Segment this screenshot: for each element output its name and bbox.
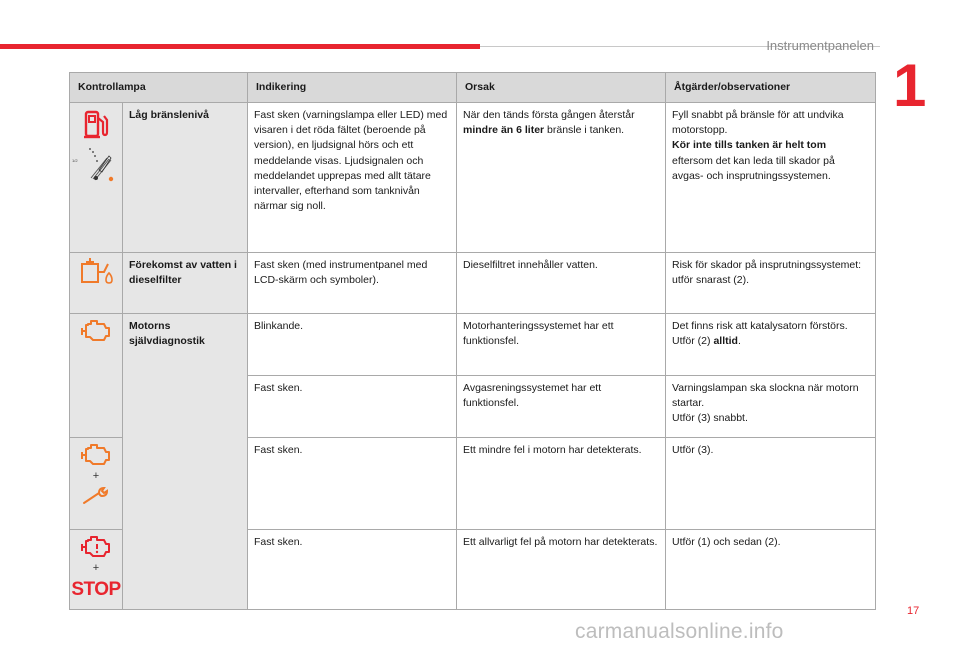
- column-header: Indikering: [248, 73, 457, 103]
- watermark: carmanualsonline.info: [575, 620, 784, 643]
- header-accent-bar: [0, 44, 480, 49]
- diesel-filter-water-icon: [78, 258, 114, 286]
- plus-sign: +: [92, 470, 100, 482]
- cause-cell: Avgasreningssystemet har ett funktionsfel.: [457, 376, 666, 438]
- engine-check-icon: [80, 535, 112, 559]
- svg-text:1/2: 1/2: [72, 158, 78, 163]
- column-header: Kontrollampa: [70, 73, 248, 103]
- indication-cell: Fast sken.: [248, 530, 457, 610]
- lamp-name: Motorns självdiagnostik: [123, 314, 248, 610]
- lamp-name: Förekomst av vatten i dieselfilter: [123, 253, 248, 314]
- action-cell: Fyll snabbt på bränsle för att undvika motorstopp. Kör inte tills tanken är helt tom eftersom det kan leda till skador på avgas- och insprutningssystemen.: [666, 103, 876, 253]
- table-header-row: [70, 73, 876, 103]
- cause-cell: Ett mindre fel i motorn har detekterats.: [457, 438, 666, 530]
- indication-cell: Fast sken (med instrumentpanel med LCD-skärm och symboler).: [248, 253, 457, 314]
- action-cell: Varningslampan ska slockna när motorn startar. Utför (3) snabbt.: [666, 376, 876, 438]
- cause-cell: Motorhanteringssystemet har ett funktionsfel.: [457, 314, 666, 376]
- table-row: [70, 103, 876, 253]
- action-cell: Utför (1) och sedan (2).: [666, 530, 876, 610]
- cause-cell: Ett allvarligt fel på motorn har detekterats.: [457, 530, 666, 610]
- icon-cell: [70, 253, 123, 314]
- chapter-number: 1: [893, 52, 927, 119]
- cause-cell: När den tänds första gången återstår mindre än 6 liter bränsle i tanken.: [457, 103, 666, 253]
- icon-cell: [70, 530, 123, 610]
- lamp-name: Låg bränslenivå: [123, 103, 248, 253]
- wrench-icon: [81, 486, 111, 506]
- indication-cell: Fast sken.: [248, 376, 457, 438]
- fuel-gauge-icon: [71, 144, 121, 184]
- table-row: [70, 253, 876, 314]
- stop-icon: [71, 578, 121, 600]
- warning-lamp-table: [69, 72, 876, 610]
- column-header: Åtgärder/observationer: [666, 73, 876, 103]
- engine-check-icon: [80, 319, 112, 343]
- icon-cell: [70, 103, 123, 253]
- action-cell: Risk för skador på insprutningssystemet: utför snarast (2).: [666, 253, 876, 314]
- fuel-pump-icon: [82, 108, 110, 140]
- page-number: 17: [907, 605, 920, 617]
- action-cell: Utför (3).: [666, 438, 876, 530]
- icon-cell: [70, 438, 123, 530]
- cause-cell: Dieselfiltret innehåller vatten.: [457, 253, 666, 314]
- icon-cell: [70, 314, 123, 438]
- section-title: Instrumentpanelen: [766, 38, 874, 53]
- svg-text:STOP: STOP: [71, 579, 121, 600]
- indication-cell: Blinkande.: [248, 314, 457, 376]
- action-cell: Det finns risk att katalysatorn förstörs. Utför (2) alltid.: [666, 314, 876, 376]
- engine-check-icon: [80, 443, 112, 467]
- column-header: Orsak: [457, 73, 666, 103]
- indication-cell: Fast sken.: [248, 438, 457, 530]
- table-row: [70, 314, 876, 376]
- indication-cell: Fast sken (varningslampa eller LED) med visaren i det röda fältet (beroende på version), en ljudsignal hörs och ett meddelande visas. Ljudsignalen och meddelandet upprepas med allt tätare intervaller, efterhand som tanknivån närmar sig noll.: [248, 103, 457, 253]
- plus-sign: +: [92, 562, 100, 574]
